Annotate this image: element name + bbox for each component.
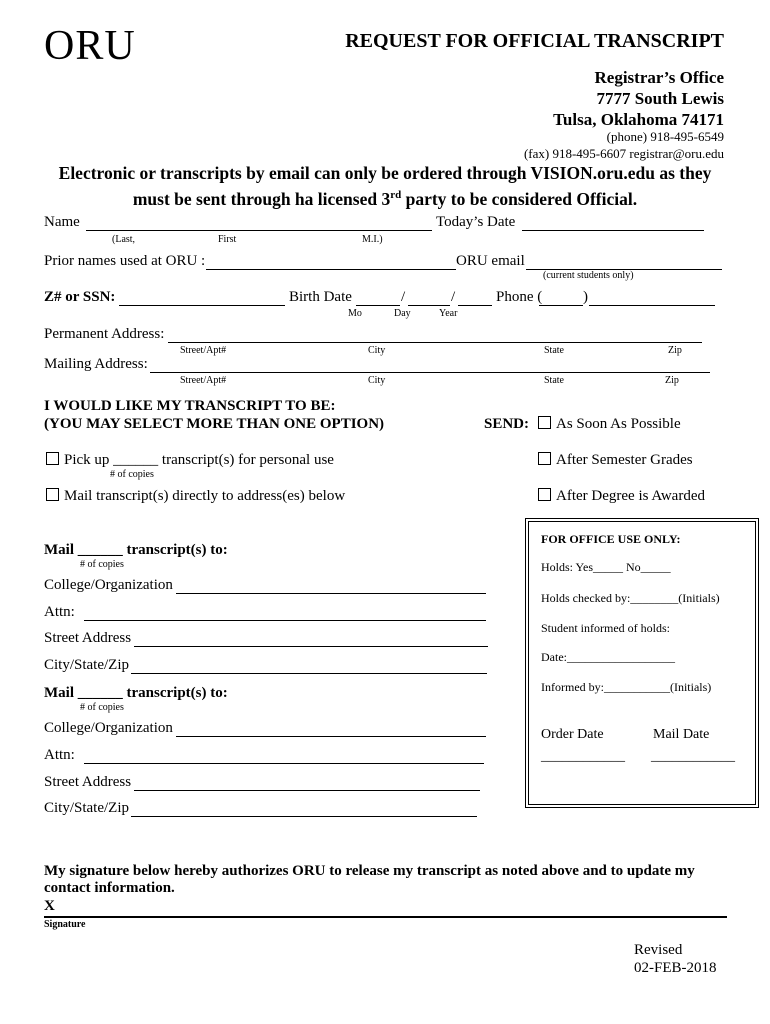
mail-2-csz-field[interactable]	[131, 816, 477, 817]
z-number-label: Z# or SSN:	[44, 289, 116, 305]
mail-1-street-field[interactable]	[134, 646, 488, 647]
name-sub-last: (Last,	[112, 234, 136, 245]
office-street: 7777 South Lewis	[596, 89, 724, 108]
perm-street-sub: Street/Apt#	[180, 345, 227, 356]
signature-label: Signature	[44, 919, 86, 930]
office-holds: Holds: Yes_____ No_____	[541, 560, 671, 574]
send-after-degree-checkbox[interactable]	[538, 488, 551, 501]
mailing-address-field[interactable]	[150, 372, 710, 373]
office-fax-email: (fax) 918-495-6607 registrar@oru.edu	[523, 146, 724, 161]
send-after-degree-label: After Degree is Awarded	[556, 488, 705, 504]
office-order-date-label: Order Date	[541, 727, 604, 742]
mail-2-copies-note: # of copies	[80, 702, 124, 713]
phone-label: Phone (	[496, 289, 543, 305]
birth-sep-2: /	[451, 289, 456, 305]
mail-1-copies-blank[interactable]: ______	[77, 542, 123, 558]
birth-date-label: Birth Date	[289, 289, 352, 305]
office-use-box	[528, 521, 756, 805]
prior-names-label: Prior names used at ORU :	[44, 253, 206, 269]
mail-city-sub: City	[368, 375, 386, 386]
send-after-semester-checkbox[interactable]	[538, 452, 551, 465]
mail-2-attn-field[interactable]	[84, 763, 484, 764]
mail-1-csz-field[interactable]	[131, 673, 487, 674]
office-use-title: FOR OFFICE USE ONLY:	[541, 532, 681, 546]
mail-1-heading-a: Mail	[44, 542, 74, 558]
authorization-line-2: contact information.	[44, 880, 175, 896]
office-mail-date-label: Mail Date	[653, 727, 710, 742]
notice-line-2	[0, 184, 770, 210]
mail-1-attn-label: Attn:	[44, 604, 75, 620]
pickup-checkbox[interactable]	[46, 452, 59, 465]
z-number-field[interactable]	[119, 305, 285, 306]
send-asap-label: As Soon As Possible	[556, 416, 681, 432]
mail-1-csz-label: City/State/Zip	[44, 657, 129, 673]
mail-block-2-heading	[44, 685, 228, 702]
mail-1-college-label: College/Organization	[44, 577, 173, 593]
mail-direct-label: Mail transcript(s) directly to address(es) below	[64, 488, 346, 504]
permanent-address-label: Permanent Address:	[44, 326, 165, 342]
notice-sup: rd	[390, 189, 402, 201]
name-sub-first: First	[218, 234, 237, 245]
mail-2-copies-blank[interactable]: ______	[77, 685, 123, 701]
options-heading-2: (YOU MAY SELECT MORE THAN ONE OPTION)	[44, 416, 385, 432]
mail-1-heading-b: transcript(s) to:	[126, 542, 228, 558]
name-field[interactable]	[86, 230, 432, 231]
perm-zip-sub: Zip	[668, 345, 682, 356]
perm-state-sub: State	[544, 345, 564, 356]
notice-line-2b: party to be considered Official.	[401, 188, 638, 209]
name-label: Name	[44, 214, 80, 230]
mail-block-1-heading	[44, 542, 228, 559]
mailing-address-label: Mailing Address:	[44, 356, 148, 372]
pickup-option[interactable]	[46, 452, 334, 469]
signature-field[interactable]	[44, 916, 727, 918]
mail-1-street-label: Street Address	[44, 630, 132, 646]
birth-year-sub: Year	[439, 308, 458, 319]
todays-date-label: Today’s Date	[436, 214, 516, 230]
send-asap-checkbox[interactable]	[538, 416, 551, 429]
office-holds-checked: Holds checked by:________(Initials)	[541, 591, 720, 605]
birth-month-field[interactable]	[356, 305, 400, 306]
pickup-copies-note: # of copies	[110, 469, 154, 480]
office-city: Tulsa, Oklahoma 74171	[553, 110, 724, 129]
send-after-semester-option[interactable]	[538, 452, 693, 469]
pickup-label-b: transcript(s) for personal use	[161, 452, 334, 468]
signature-x-mark: X	[44, 898, 55, 914]
mail-2-csz-label: City/State/Zip	[44, 800, 129, 816]
birth-year-field[interactable]	[458, 305, 492, 306]
mail-2-attn-label: Attn:	[44, 747, 75, 763]
send-after-degree-option[interactable]	[538, 488, 705, 505]
phone-area-field[interactable]	[539, 305, 583, 306]
mail-1-copies-note: # of copies	[80, 559, 124, 570]
office-name: Registrar’s Office	[594, 68, 724, 87]
mail-direct-checkbox[interactable]	[46, 488, 59, 501]
prior-names-field[interactable]	[206, 269, 456, 270]
mail-2-heading-a: Mail	[44, 685, 74, 701]
mail-direct-option[interactable]	[46, 488, 345, 505]
mail-2-street-label: Street Address	[44, 774, 132, 790]
phone-number-field[interactable]	[589, 305, 715, 306]
office-mail-date-field[interactable]: ____________	[651, 749, 735, 764]
office-informed-by: Informed by:___________(Initials)	[541, 680, 712, 694]
form-title: REQUEST FOR OFFICIAL TRANSCRIPT	[345, 30, 724, 52]
birth-day-field[interactable]	[408, 305, 450, 306]
revised-label: Revised	[634, 942, 683, 958]
mail-1-college-field[interactable]	[176, 593, 486, 594]
notice-line-1: Electronic or transcripts by email can only be ordered through VISION.oru.edu as they	[58, 163, 712, 183]
mail-1-attn-field[interactable]	[84, 620, 486, 621]
mail-2-heading-b: transcript(s) to:	[126, 685, 228, 701]
send-after-semester-label: After Semester Grades	[556, 452, 693, 468]
mail-2-street-field[interactable]	[134, 790, 480, 791]
mail-street-sub: Street/Apt#	[180, 375, 227, 386]
birth-day-sub: Day	[394, 308, 411, 319]
oru-email-label: ORU email	[456, 253, 525, 269]
office-student-informed: Student informed of holds:	[541, 621, 670, 635]
office-order-date-field[interactable]: ____________	[541, 749, 625, 764]
perm-city-sub: City	[368, 345, 386, 356]
mail-zip-sub: Zip	[665, 375, 679, 386]
email-sub: (current students only)	[543, 270, 634, 281]
todays-date-field[interactable]	[522, 230, 704, 231]
notice-line-2a: must be sent through ha licensed 3	[132, 188, 391, 209]
office-date: Date:__________________	[541, 650, 675, 664]
options-heading-1: I WOULD LIKE MY TRANSCRIPT TO BE:	[44, 398, 336, 414]
authorization-line-1: My signature below hereby authorizes ORU to release my transcript as noted above and to update my	[44, 863, 695, 879]
phone-close: )	[583, 289, 588, 305]
birth-sep-1: /	[401, 289, 406, 305]
permanent-address-field[interactable]	[168, 342, 702, 343]
send-label: SEND:	[484, 416, 530, 432]
birth-mo-sub: Mo	[348, 308, 362, 319]
send-asap-option[interactable]	[538, 416, 681, 433]
oru-logo: ORU	[44, 23, 136, 69]
office-phone: (phone) 918-495-6549	[606, 129, 724, 144]
name-sub-mi: M.I.)	[362, 234, 383, 245]
pickup-label-a: Pick up	[64, 452, 110, 468]
pickup-copies-blank[interactable]: ______	[113, 452, 159, 468]
mail-2-college-label: College/Organization	[44, 720, 173, 736]
mail-2-college-field[interactable]	[176, 736, 486, 737]
mail-state-sub: State	[544, 375, 564, 386]
revised-date: 02-FEB-2018	[634, 960, 717, 976]
